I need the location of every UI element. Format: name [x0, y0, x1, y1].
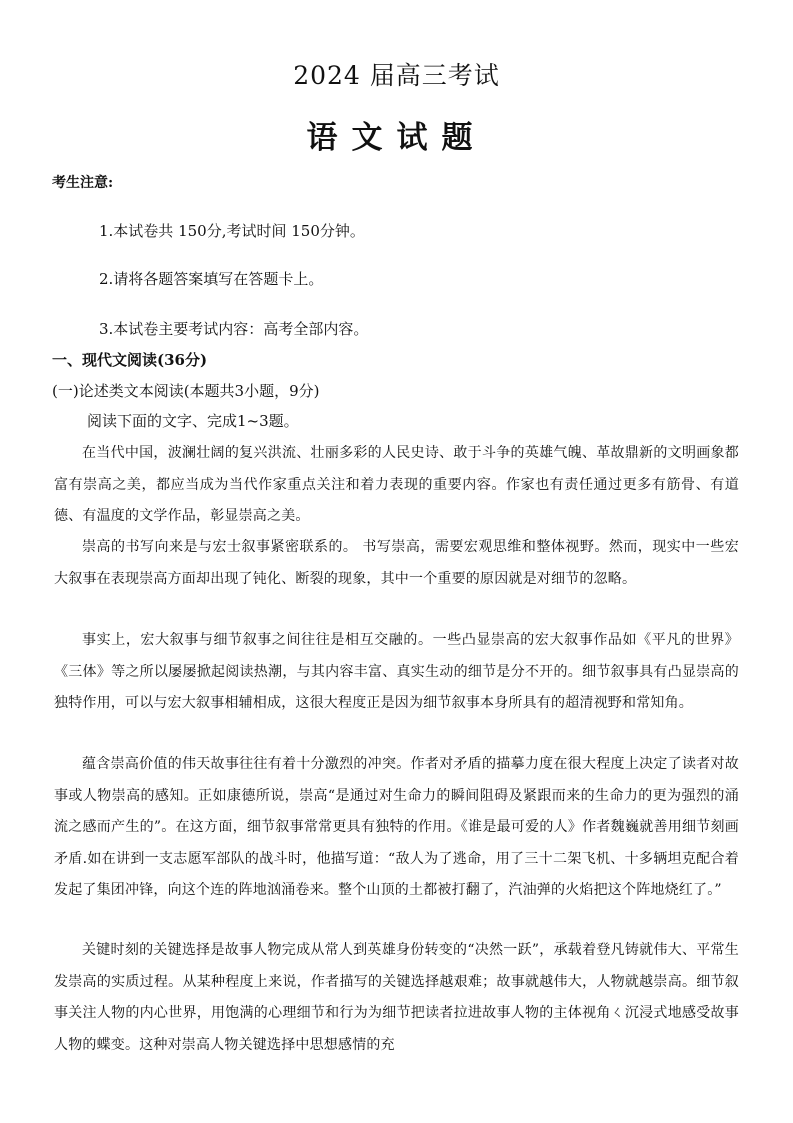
body-paragraph: 在当代中国，波澜壮阔的复兴洪流、壮丽多彩的人民史诗、敢于斗争的英雄气魄、革故鼎新的文明画象都富有崇高之美，都应当成为当代作家重点关注和着力表现的重要内容。作家也有责任通过更多有筋骨、有道德、有温度的文学作品，彰显崇高之美。 [54, 445, 739, 525]
notice-item: 1.本试卷共 150分,考试时间 150分钟。 [99, 222, 365, 240]
body-paragraph: 事实上，宏大叙事与细节叙事之间往往是相互交融的。一些凸显崇高的宏大叙事作品如《平凡的世界》《三体》等之所以屡屡掀起阅读热潮，与其内容丰富、真实生动的细节是分不开的。细节叙事具有凸显崇高的独特作用，可以与宏大叙事相辅相成，这很大程度正是因为细节叙事本身所具有的超清视野和常知角。 [54, 632, 739, 712]
section-heading: 一、现代文阅读(36分) [52, 351, 208, 369]
body-paragraph: 蕴含崇高价值的伟天故事往往有着十分激烈的冲突。作者对矛盾的描摹力度在很大程度上决定了读者对故事或人物崇高的感知。正如康德所说，崇高“是通过对生命力的瞬间阻碍及紧跟而来的生命力的更为强烈的涌流之感而产生的”。在这方面，细节叙事常常更具有独特的作用。《谁是最可爱的人》作者魏巍就善用细节刻画矛盾.如在讲到一支志愿军部队的战斗时，他描写道：“敌人为了逃命，用了三十二架飞机、十多辆坦克配合着发起了集团冲锋，向这个连的阵地汹涌卷来。整个山顶的土都被打翻了，汽油弹的火焰把这个阵地烧红了。” [54, 756, 739, 899]
reading-instruction: 阅读下面的文字、完成1~3题。 [87, 412, 299, 430]
exam-title: 2024 届高三考试 [293, 61, 500, 90]
body-paragraph: 关键时刻的关键选择是故事人物完成从常人到英雄身份转变的“决然一跃”，承载着登凡铸就伟大、平常生发崇高的实质过程。从某种程度上来说，作者描写的关键选择越艰难；故事就越伟大，人物就越崇高。细节叙事关注人物的内心世界，用饱满的心理细节和行为为细节把读者拉进故事人物的主体视角ㄑ沉浸式地感受故事人物的蝶变。这种对崇高人物关键选择中思想感情的充 [54, 942, 739, 1053]
subject-title: 语文试题 [306, 120, 487, 156]
subsection-heading: (一)论述类文本阅读(本题共3小题，9分) [52, 382, 320, 400]
notice-heading: 考生注意: [52, 175, 114, 191]
notice-item: 2.请将各题答案填写在答题卡上。 [99, 270, 324, 288]
notice-item: 3.本试卷主要考试内容：高考全部内容。 [99, 320, 369, 338]
body-paragraph: 崇高的书写向来是与宏士叙事紧密联系的。 书写崇高，需要宏观思维和整体视野。然而，现实中一些宏大叙事在表现崇高方面却出现了钝化、断裂的现象，其中一个重要的原因就是对细节的忽略。 [54, 539, 739, 587]
